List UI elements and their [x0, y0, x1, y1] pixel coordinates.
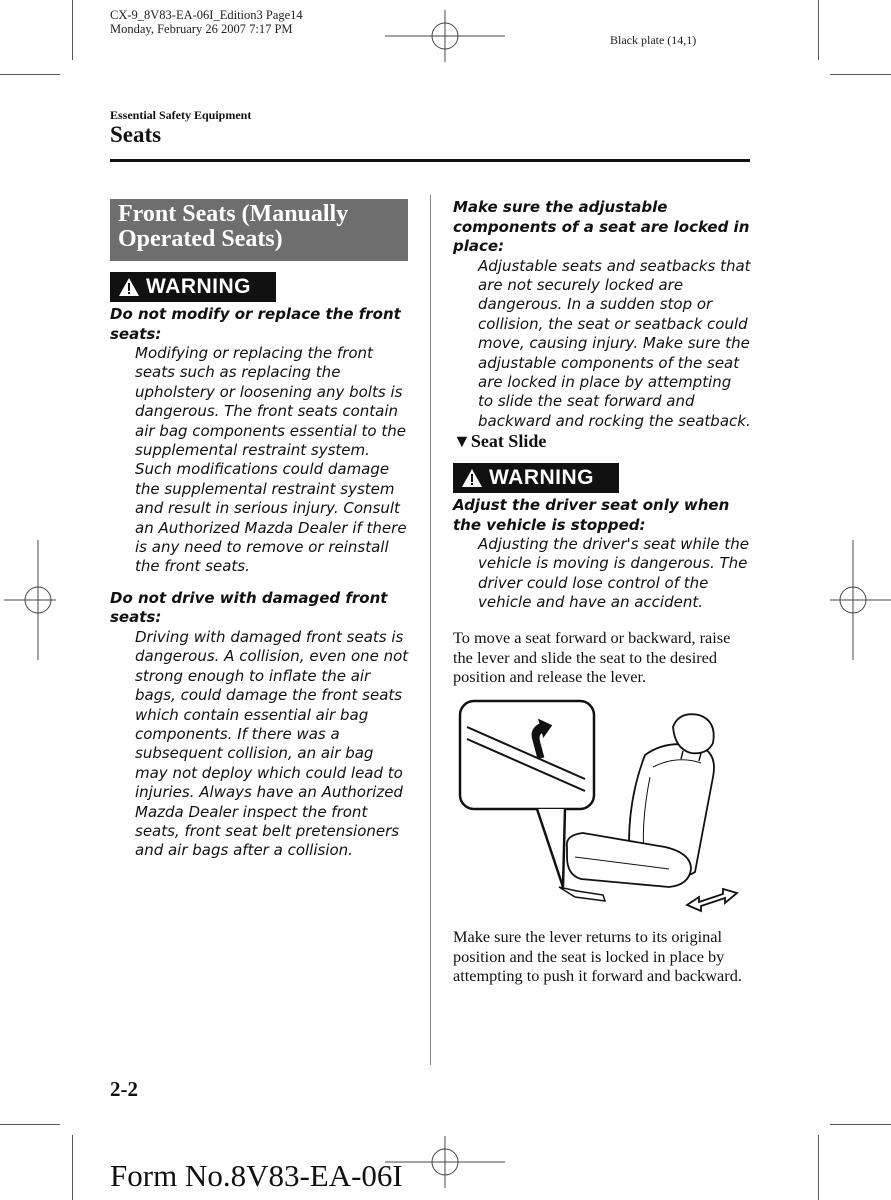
warning-banner — [453, 463, 619, 493]
registration-mark-icon — [830, 540, 891, 660]
warning-label: WARNING — [489, 466, 594, 489]
warning-item-body: Modifying or replacing the front seats such as replacing the upholstery or loosening any bolts is dangerous. The front seats contain air bag components essential to the supplemental restraint system. Such modifications could damage the supplemental restraint system and result in serious injury. Consult an Authorized Mazda Dealer if there is any need to remove or reinstall the front seats. — [135, 344, 407, 576]
warning-item — [110, 589, 410, 861]
warning-item-body: Adjusting the driver's seat while the vehicle is moving is dangerous. The driver could lose control of the vehicle and have an accident. — [478, 535, 749, 612]
warning-item-title: Do not modify or replace the front seats: — [110, 305, 401, 343]
warning-content — [453, 496, 751, 613]
crop-mark — [830, 1124, 891, 1125]
crop-mark — [830, 74, 891, 75]
warning-item — [110, 305, 410, 577]
column-divider — [430, 195, 431, 1065]
warning-item-body: Driving with damaged front seats is dangerous. A collision, even one not strong enough to inflate the air bags, could damage the front seats which contain essential air bag components. If there was a subsequent collision, an air bag may not deploy which could lead to injuries. Always have an Authorized Mazda Dealer inspect the front seats, front seat belt pretensioners and air bags after a collision. — [135, 627, 409, 860]
form-number: Form No.8V83-EA-06I — [110, 1158, 403, 1193]
page-title: Seats — [110, 122, 162, 147]
section-label: Essential Safety Equipment — [110, 108, 252, 122]
warning-triangle-icon — [461, 468, 483, 488]
registration-mark-icon — [4, 540, 56, 660]
warning-item-title: Make sure the adjustable components of a seat are locked in place: — [453, 198, 750, 255]
crop-mark — [72, 0, 73, 60]
plate-label: Black plate (14,1) — [610, 33, 697, 47]
registration-mark-icon — [385, 1136, 505, 1188]
warning-item-title: Adjust the driver seat only when the vehicle is stopped: — [453, 496, 730, 534]
warning-triangle-icon — [118, 277, 140, 297]
crop-mark — [0, 74, 60, 75]
warning-continuation — [453, 198, 751, 431]
subsection-heading: ▼Seat Slide — [453, 431, 547, 451]
page-number: 2-2 — [110, 1077, 138, 1101]
warning-banner — [110, 272, 276, 302]
warning-item-body: Adjustable seats and seatbacks that are not securely locked are dangerous. In a sudden stop or collision, the seat or seatback could move, causing injury. Make sure the adjustable components of the seat are locked in place by attempting to slide the seat forward and backward and rocking the seatback. — [478, 256, 751, 430]
crop-mark — [818, 0, 819, 60]
seat-slide-illustration — [455, 697, 745, 917]
header-rule — [110, 159, 750, 162]
print-meta-line1: CX-9_8V83-EA-06I_Edition3 Page14 — [110, 8, 303, 22]
warning-content — [110, 305, 410, 861]
crop-mark — [0, 1124, 60, 1125]
crop-mark — [72, 1135, 73, 1200]
body-paragraph: To move a seat forward or backward, raise the lever and slide the seat to the desired position and release the lever. — [453, 628, 731, 686]
warning-label: WARNING — [146, 275, 251, 298]
lever-callout-box — [460, 701, 594, 809]
warning-item-title: Do not drive with damaged front seats: — [110, 588, 388, 627]
print-meta-line2: Monday, February 26 2007 7:17 PM — [110, 22, 293, 36]
crop-mark — [818, 1135, 819, 1200]
body-paragraph: Make sure the lever returns to its original position and the seat is locked in place by attempting to push it forward and backward. — [453, 927, 742, 985]
print-meta — [110, 8, 303, 36]
slide-double-arrow-icon — [687, 889, 737, 911]
registration-mark-icon — [385, 10, 505, 62]
section-heading: Front Seats (Manually Operated Seats) — [110, 199, 408, 261]
